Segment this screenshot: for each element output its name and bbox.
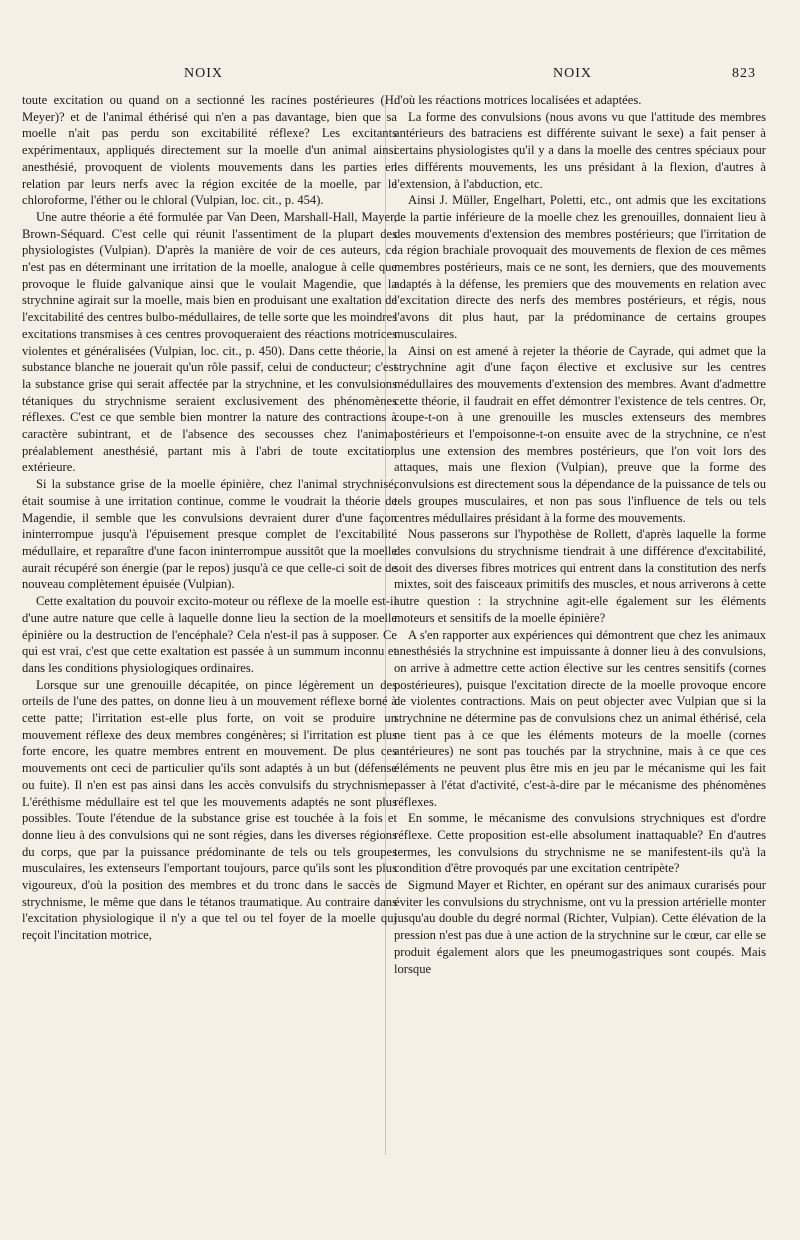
paragraph: Ainsi on est amené à rejeter la théorie de Cayrade, qui admet que la strychnine agit d'une façon élective et exclusive sur les centres médullaires des mouvements d'extension des membres. Avant d'admettre cette théorie, il faudrait en effet démontrer l'existence de tels centres. Or, coupe-t-on à une grenouille les muscles extenseurs des membres postérieurs et l'empoisonne-t-on ensuite avec de la strychnine, ce n'est plus une extension des membres postérieurs, que l'on voit lors des attaques, mais une flexion (Vulpian), preuve que la forme des convulsions est directement sous la dépendance de la puissance de tels ou tels groupes musculaires, et non pas sous l'influence de tels ou tels centres médullaires présidant à la forme des mouvements. [394,343,766,525]
left-column [22,92,397,944]
paragraph: En somme, le mécanisme des convulsions strychniques est d'ordre réflexe. Cette proposition est-elle absolument inattaquable? En d'autres termes, les convulsions du strychnisme ne se manifestent-ils qu'à la condition d'être provoqués par une excitation centripète? [394,811,766,876]
paragraph: Nous passerons sur l'hypothèse de Rollett, d'après laquelle la forme des convulsions du strychnisme tiendrait à une différence d'excitabilité, soit des diverses fibres motrices qui entrent dans la constitution des nerfs mixtes, soit des faisceaux primitifs des muscles, et nous arriverons à cette autre question : la strychnine agit-elle également sur les éléments moteurs et sensitifs de la moelle épinière? [394,527,766,625]
paragraph: Une autre théorie a été formulée par Van Deen, Marshall-Hall, Mayer, Brown-Séquard. C'est celle qui réunit l'assentiment de la plupart des physiologistes (Vulpian). D'après la manière de voir de ces auteurs, ce n'est pas en déterminant une irritation de la moelle, analogue à celle que provoque le fluide galvanique ainsi que le voulait Magendie, que la strychnine agirait sur la moelle, mais bien en produisant une exaltation de l'excitabilité des centres bulbo-médullaires, de telle sorte que les moindres excitations transmises à ces centres provoqueraient des réactions motrices violentes et généralisées (Vulpian, loc. cit., p. 450). Dans cette théorie, la substance blanche ne jouerait qu'un rôle passif, celui de conducteur; c'est la substance grise qui serait affectée par la strychnine, et les convulsions tétaniques du strychnisme seraient exclusivement des phénomènes réflexes. C'est ce que semble bien montrer la nature des contractions à caractère subintrant, et de l'absence des secousses chez l'animal préalablement anesthésié, partant mis à l'abri de toute excitation extérieure. [22,209,397,475]
running-head-left: NOIX [184,66,223,81]
paragraph: toute excitation ou quand on a sectionné les racines postérieures (H. Meyer)? et de l'animal éthérisé qui n'en a pas davantage, bien que sa moelle n'ait pas perdu son excitabilité réflexe? Les excitants expérimentaux, appliqués directement sur la moelle d'un animal ainsi anesthésié, provoquent de violents mouvements dans les parties en relation par leurs nerfs avec la région excitée de la moelle, par le chloroforme, l'éther ou le chloral (Vulpian, loc. cit., p. 454). [22,93,397,208]
page-number: 823 [732,66,756,81]
paragraph: Sigmund Mayer et Richter, en opérant sur des animaux curarisés pour éviter les convulsions du strychnisme, ont vu la pression artérielle monter jusqu'au double du degré normal (Richter, Vulpian). Cette élévation de la pression n'est pas due à une action de la strychnine sur le cœur, car elle se produit également alors que les pneumogastriques sont coupés. Mais lorsque [394,878,766,976]
paragraph: La forme des convulsions (nous avons vu que l'attitude des membres antérieurs des batraciens est différente suivant le sexe) a fait penser à certains physiologistes qu'il y a dans la moelle des centres spéciaux pour les différents mouvements, les uns présidant à la flexion, d'autres à l'extension, à l'abduction, etc. [394,109,766,191]
paragraph: Si la substance grise de la moelle épinière, chez l'animal strychnisé, était soumise à une irritation continue, comme le voudrait la théorie de Magendie, il semble que les convulsions devraient durer d'une façon ininterrompue jusqu'à l'épuisement presque complet de l'excitabilité médullaire, et reparaître d'une facon ininterrompue aussitôt que la moelle aurait récupéré son énergie (par le repos) jusqu'à ce que celle-ci soit de de nouveau complètement épuisée (Vulpian). [22,477,397,592]
right-column [394,92,766,977]
paragraph: A s'en rapporter aux expériences qui démontrent que chez les animaux anesthésiés la strychnine est impuissante à donner lieu à des convulsions, on arrive à admettre cette action élective sur les centres sensitifs (cornes postérieures), puisque l'excitation directe de la moelle provoque encore de violentes contractions. Mais on peut objecter avec Vulpian que si la strychnine ne détermine pas de convulsions chez un animal éthérisé, cela ne tient pas à ce que les éléments moteurs de la moelle (cornes antérieures) ne sont pas touchés par la strychnine, mais à ce que ces éléments ne peuvent plus être mis en jeu par le mécanisme qui les fait passer à l'état d'activité, c'est-à-dire par le mécanisme des phénomènes réflexes. [394,627,766,809]
paragraph: d'où les réactions motrices localisées et adaptées. [394,93,642,107]
paragraph: Lorsque sur une grenouille décapitée, on pince légèrement un des orteils de l'une des pattes, on donne lieu à un mouvement réflexe borné à cette patte; l'irritation est-elle plus forte, on voit se produire un mouvement réflexe des deux membres congénères; si l'irritation est plus forte encore, les quatre membres entrent en mouvement. De plus ces mouvements ont ceci de particulier qu'ils sont adaptés à un but (défense ou fuite). Il n'en est pas ainsi dans les accès convulsifs du strychnisme. L'éréthisme médullaire est tel que les mouvements adaptés ne sont plus possibles. Toute l'étendue de la substance grise est touchée à la fois et donne lieu à des convulsions qui ne sont régies, dans les diverses régions du corps, que par la puissance prédominante de tels ou tels groupes musculaires, les extenseurs l'emportant toujours, parce qu'ils sont les plus vigoureux, d'où la position des membres et du tronc dans le saccès de strychnisme, le même que dans le tétanos traumatique. Au contraire dans l'excitation physiologique il n'y a que tel ou tel foyer de la moelle qui reçoit l'incitation motrice, [22,677,397,943]
paragraph: Ainsi J. Müller, Engelhart, Poletti, etc., ont admis que les excitations de la partie inférieure de la moelle chez les grenouilles, donnaient lieu à des mouvements d'extension des membres postérieurs; que l'irritation de la région brachiale provoquait des mouvements de flexion de ces mêmes membres postérieurs, mais ce ne sont, les derniers, que des mouvements adaptés à la défense, les premiers que des mouvements en relation avec l'excitation directe des nerfs des membres postérieurs, et régis, nous l'avons dit plus haut, par la prédominance de certains groupes musculaires. [394,193,766,341]
paragraph: Cette exaltation du pouvoir excito-moteur ou réflexe de la moelle est-il d'une autre nature que celle à laquelle donne lieu la section de la moelle épinière ou la destruction de l'encéphale? Cela n'est-il pas à supposer. Ce qui est vrai, c'est que cette exaltation est passée à un summum inconnu et dans les conditions physiologiques ordinaires. [22,594,397,675]
running-head-right: NOIX [553,66,592,81]
